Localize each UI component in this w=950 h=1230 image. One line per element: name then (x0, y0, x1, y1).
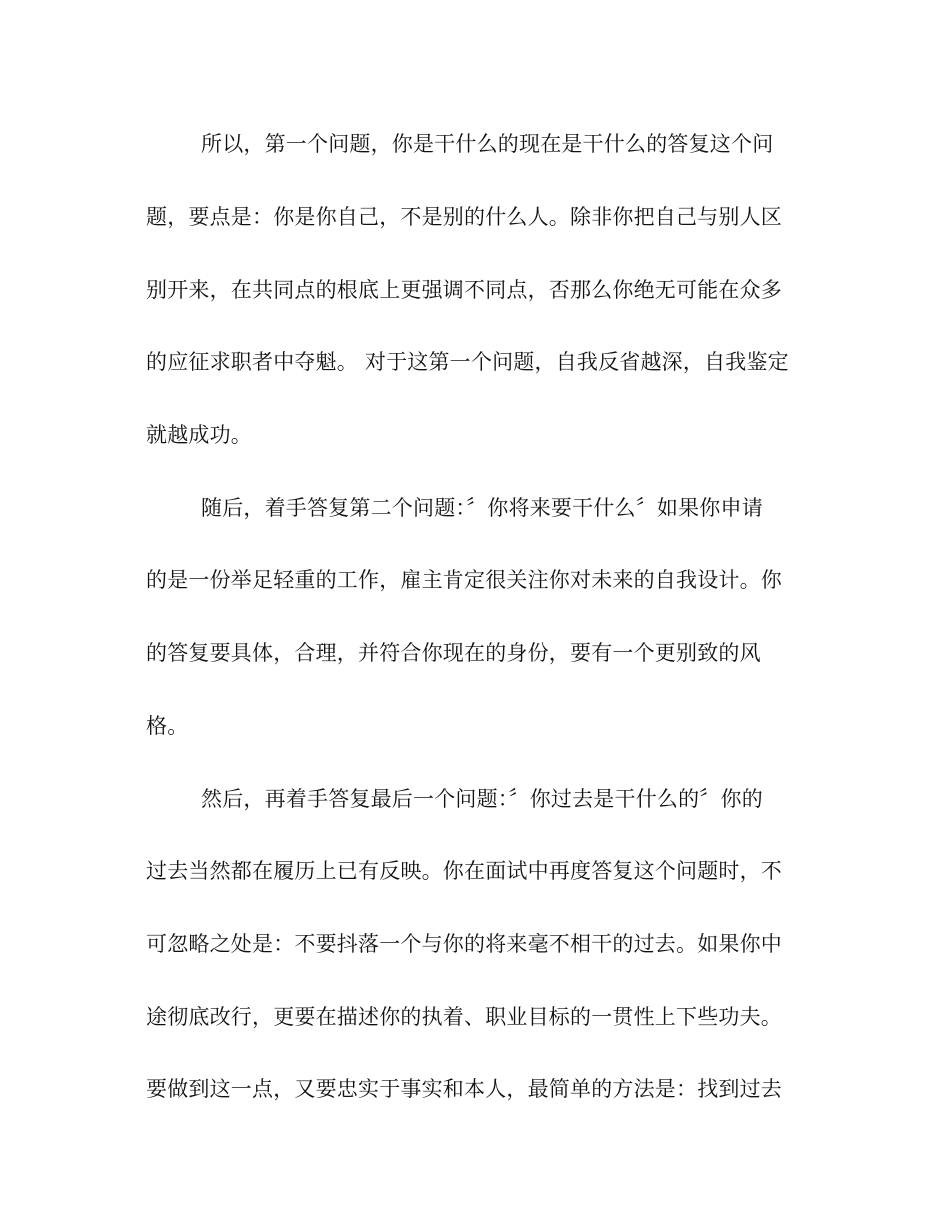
text-line: 就越成功。 (146, 423, 252, 447)
text-line: 途彻底改行，更要在描述你的执着、职业目标的一贯性上下些功夫。 (146, 1005, 782, 1029)
text-line: 可忽略之处是：不要抖落一个与你的将来毫不相干的过去。如果你中 (146, 932, 782, 956)
text-line: 格。 (146, 714, 189, 738)
text-line: 过去当然都在履历上已有反映。你在面试中再度答复这个问题时，不 (146, 859, 782, 883)
text-line: 要做到这一点，又要忠实于事实和本人，最简单的方法是：找到过去 (146, 1077, 782, 1101)
text-line: 别开来，在共同点的根底上更强调不同点，否那么你绝无可能在众多 (146, 278, 782, 302)
text-line: 题，要点是：你是你自己，不是别的什么人。除非你把自己与别人区 (146, 205, 782, 229)
text-line: 随后，着手答复第二个问题：〞你将来要干什么〞如果你申请 (201, 496, 763, 520)
text-line: 然后，再着手答复最后一个问题：〞你过去是干什么的〞你的 (201, 787, 763, 811)
text-line: 的应征求职者中夺魁。 对于这第一个问题，自我反省越深，自我鉴定 (146, 350, 789, 374)
text-line: 所以，第一个问题，你是干什么的现在是干什么的答复这个问 (201, 132, 774, 156)
text-line: 的是一份举足轻重的工作，雇主肯定很关注你对未来的自我设计。你 (146, 568, 782, 592)
text-line: 的答复要具体，合理，并符合你现在的身份，要有一个更别致的风 (146, 641, 761, 665)
